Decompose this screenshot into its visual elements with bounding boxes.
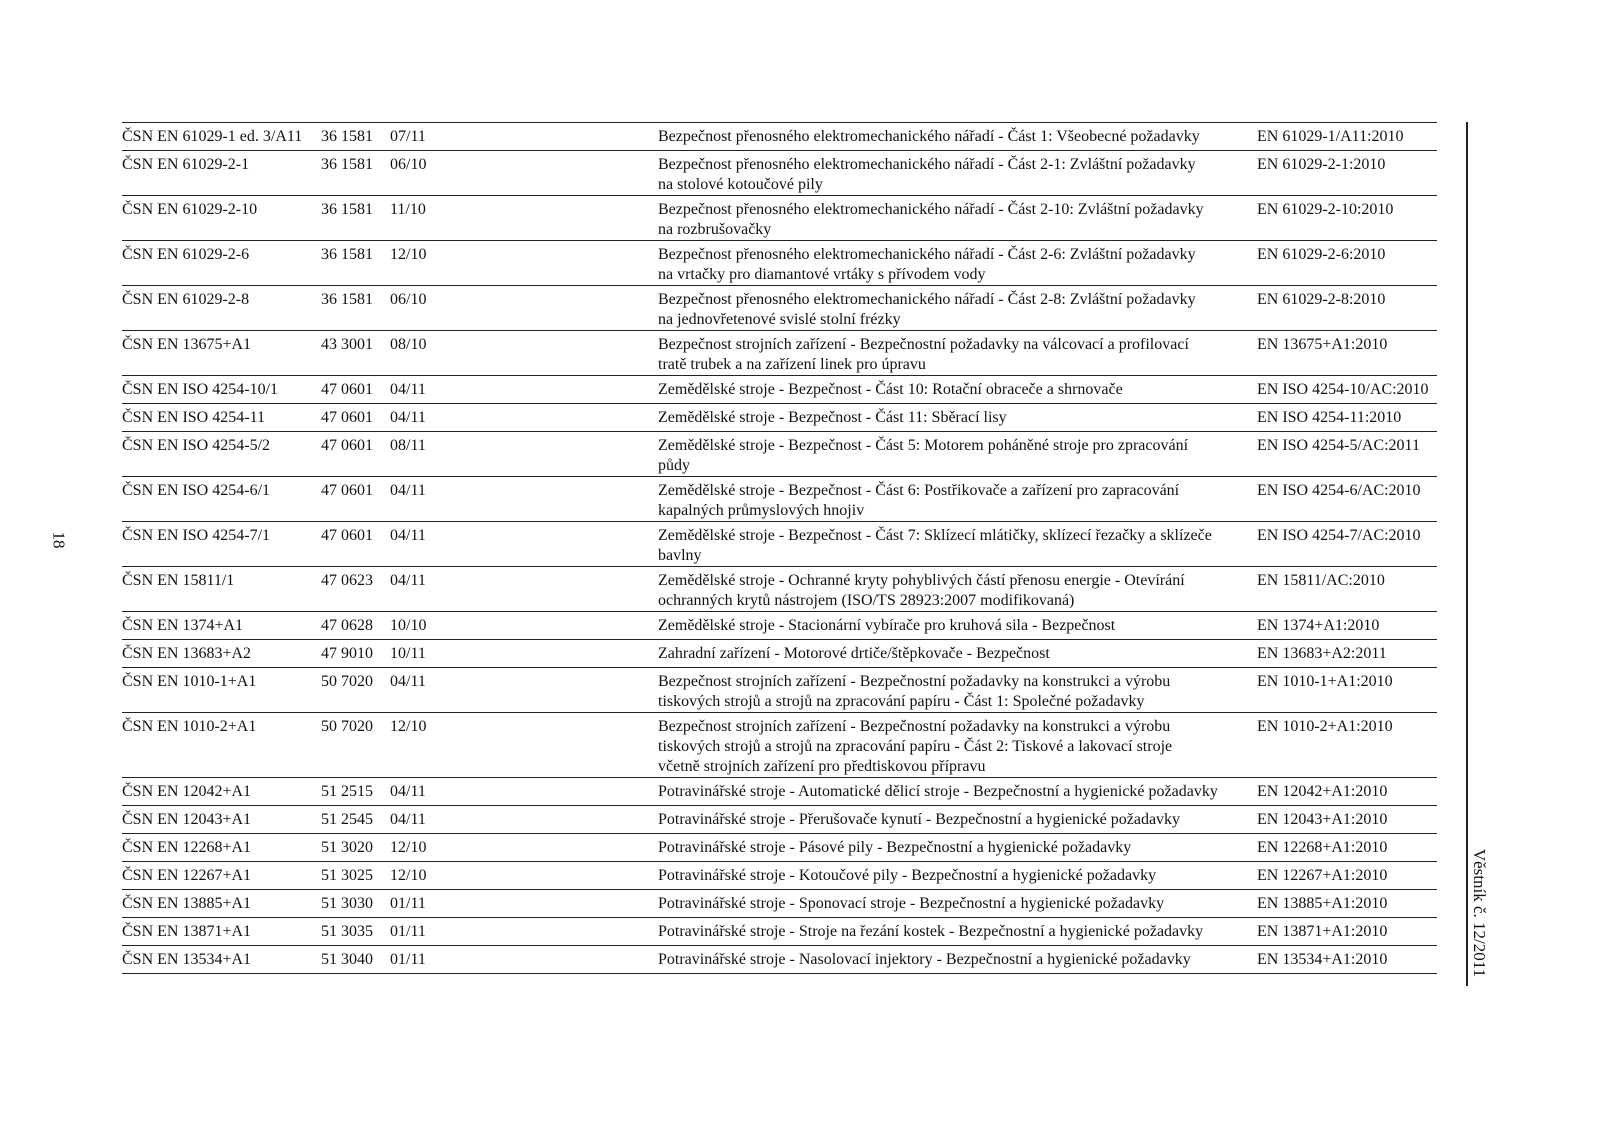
standard-title: Bezpečnost přenosného elektromechanického nářadí - Část 2-6: Zvláštní požadavky na vrtačky pro diamantové vrtáky s přívodem vody [658,246,1196,283]
standard-code: ČSN EN 1010-1+A1 [122,673,257,690]
issue-date: 04/11 [390,482,426,499]
european-standard: EN 61029-2-1:2010 [1257,156,1386,173]
classification-code: 51 3020 [321,839,373,856]
standard-code: ČSN EN 13683+A2 [122,645,252,662]
classification-code: 47 0601 [321,437,373,454]
standard-title: Zemědělské stroje - Stacionární vybírače pro kruhová sila - Bezpečnost [658,617,1116,634]
classification-code: 51 3040 [321,951,373,968]
issue-date: 04/11 [390,572,426,589]
issue-date: 06/10 [390,291,427,308]
european-standard: EN ISO 4254-5/AC:2011 [1257,437,1420,454]
table-row [122,286,1437,331]
issue-date: 10/11 [390,645,426,662]
standard-title: Zahradní zařízení - Motorové drtiče/štěpkovače - Bezpečnost [658,645,1050,662]
table-row [122,123,1437,151]
table-row [122,567,1437,612]
standard-code: ČSN EN 12042+A1 [122,783,252,800]
table-row [122,713,1437,778]
standard-title: Bezpečnost přenosného elektromechanického nářadí - Část 2-8: Zvláštní požadavky na jednovřetenové svislé stolní frézky [658,291,1196,328]
classification-code: 50 7020 [321,718,373,735]
issue-date: 01/11 [390,923,426,940]
issue-date: 10/10 [390,617,427,634]
standard-title: Potravinářské stroje - Kotoučové pily - Bezpečnostní a hygienické požadavky [658,867,1157,884]
margin-rule [1466,122,1468,986]
issue-date: 12/10 [390,718,427,735]
standards-table [122,122,1437,974]
standard-code: ČSN EN ISO 4254-5/2 [122,437,271,454]
standard-title: Potravinářské stroje - Přerušovače kynutí - Bezpečnostní a hygienické požadavky [658,811,1181,828]
standard-code: ČSN EN ISO 4254-6/1 [122,482,271,499]
classification-code: 36 1581 [321,201,373,218]
page-number: 18 [49,531,69,549]
table-row [122,918,1437,946]
standard-title: Bezpečnost strojních zařízení - Bezpečnostní požadavky na konstrukci a výrobu tiskových strojů a strojů na zpracování papíru - Část 2: Tiskové a lakovací stroje včetně strojních zařízení pro předtiskovou přípravu [658,718,1173,775]
issue-date: 04/11 [390,783,426,800]
table-row [122,331,1437,376]
standard-title: Potravinářské stroje - Nasolovací injektory - Bezpečnostní a hygienické požadavky [658,951,1191,968]
standard-title: Zemědělské stroje - Bezpečnost - Část 11: Sběrací lisy [658,409,1007,426]
european-standard: EN ISO 4254-7/AC:2010 [1257,527,1421,544]
issue-date: 11/10 [390,201,426,218]
standard-code: ČSN EN 61029-1 ed. 3/A11 [122,128,303,145]
issue-date: 04/11 [390,381,426,398]
classification-code: 47 0601 [321,381,373,398]
standard-code: ČSN EN 61029-2-1 [122,156,250,173]
classification-code: 47 9010 [321,645,373,662]
standard-code: ČSN EN 61029-2-6 [122,246,250,263]
standard-code: ČSN EN 1010-2+A1 [122,718,257,735]
standard-title: Bezpečnost přenosného elektromechanického nářadí - Část 2-1: Zvláštní požadavky na stolové kotoučové pily [658,156,1196,193]
european-standard: EN 1374+A1:2010 [1257,617,1380,634]
issue-date: 01/11 [390,895,426,912]
standard-code: ČSN EN 15811/1 [122,572,235,589]
european-standard: EN ISO 4254-11:2010 [1257,409,1402,426]
standard-title: Zemědělské stroje - Bezpečnost - Část 10: Rotační obraceče a shrnovače [658,381,1123,398]
european-standard: EN ISO 4254-10/AC:2010 [1257,381,1429,398]
european-standard: EN 61029-2-6:2010 [1257,246,1386,263]
european-standard: EN 61029-2-8:2010 [1257,291,1386,308]
issue-date: 08/10 [390,336,427,353]
european-standard: EN 12268+A1:2010 [1257,839,1388,856]
standard-code: ČSN EN ISO 4254-10/1 [122,381,279,398]
standard-title: Bezpečnost strojních zařízení - Bezpečnostní požadavky na válcovací a profilovací tratě trubek a na zařízení linek pro úpravu [658,336,1189,373]
issue-date: 06/10 [390,156,427,173]
standard-code: ČSN EN 1374+A1 [122,617,244,634]
classification-code: 51 2515 [321,783,373,800]
standard-title: Potravinářské stroje - Stroje na řezání kostek - Bezpečnostní a hygienické požadavky [658,923,1204,940]
table-row [122,668,1437,713]
classification-code: 47 0623 [321,572,373,589]
standard-title: Potravinářské stroje - Automatické dělicí stroje - Bezpečnostní a hygienické požadavky [658,783,1218,800]
classification-code: 36 1581 [321,128,373,145]
european-standard: EN ISO 4254-6/AC:2010 [1257,482,1421,499]
standard-title: Zemědělské stroje - Bezpečnost - Část 7: Sklízecí mlátičky, sklízecí řezačky a sklízeče bavlny [658,527,1212,564]
european-standard: EN 1010-2+A1:2010 [1257,718,1393,735]
european-standard: EN 12042+A1:2010 [1257,783,1388,800]
european-standard: EN 13534+A1:2010 [1257,951,1388,968]
european-standard: EN 13885+A1:2010 [1257,895,1388,912]
standard-title: Potravinářské stroje - Pásové pily - Bezpečnostní a hygienické požadavky [658,839,1132,856]
table-row [122,946,1437,974]
issue-date: 01/11 [390,951,426,968]
standard-code: ČSN EN 61029-2-8 [122,291,250,308]
classification-code: 51 2545 [321,811,373,828]
european-standard: EN 1010-1+A1:2010 [1257,673,1393,690]
standard-code: ČSN EN 13871+A1 [122,923,252,940]
classification-code: 36 1581 [321,291,373,308]
standard-code: ČSN EN ISO 4254-7/1 [122,527,271,544]
classification-code: 51 3030 [321,895,373,912]
classification-code: 36 1581 [321,156,373,173]
table-row [122,404,1437,432]
table-row [122,241,1437,286]
table-row [122,376,1437,404]
classification-code: 47 0601 [321,409,373,426]
classification-code: 51 3025 [321,867,373,884]
issue-date: 04/11 [390,811,426,828]
classification-code: 50 7020 [321,673,373,690]
european-standard: EN 12267+A1:2010 [1257,867,1388,884]
issue-date: 12/10 [390,867,427,884]
european-standard: EN 13871+A1:2010 [1257,923,1388,940]
standard-code: ČSN EN 13675+A1 [122,336,252,353]
table-row [122,151,1437,196]
european-standard: EN 12043+A1:2010 [1257,811,1388,828]
table-row [122,612,1437,640]
table-row [122,890,1437,918]
european-standard: EN 61029-1/A11:2010 [1257,128,1404,145]
european-standard: EN 15811/AC:2010 [1257,572,1385,589]
table-row [122,640,1437,668]
table-row [122,522,1437,567]
standard-title: Zemědělské stroje - Bezpečnost - Část 5: Motorem poháněné stroje pro zpracování půdy [658,437,1189,474]
issue-date: 07/11 [390,128,426,145]
issue-date: 04/11 [390,409,426,426]
issue-date: 12/10 [390,839,427,856]
standard-title: Potravinářské stroje - Sponovací stroje - Bezpečnostní a hygienické požadavky [658,895,1165,912]
table-row [122,862,1437,890]
standard-title: Bezpečnost přenosného elektromechanického nářadí - Část 1: Všeobecné požadavky [658,128,1200,145]
european-standard: EN 13675+A1:2010 [1257,336,1388,353]
classification-code: 47 0601 [321,482,373,499]
standard-title: Zemědělské stroje - Ochranné kryty pohyblivých částí přenosu energie - Otevírání ochranných krytů nástrojem (ISO/TS 28923:2007 modifikovaná) [658,572,1185,609]
table-row [122,432,1437,477]
table-row [122,196,1437,241]
european-standard: EN 61029-2-10:2010 [1257,201,1394,218]
standard-code: ČSN EN 12267+A1 [122,867,252,884]
table-row [122,477,1437,522]
standard-code: ČSN EN 13534+A1 [122,951,252,968]
classification-code: 47 0628 [321,617,373,634]
issue-date: 08/11 [390,437,426,454]
standard-code: ČSN EN 12043+A1 [122,811,252,828]
issue-date: 04/11 [390,527,426,544]
issue-date: 04/11 [390,673,426,690]
classification-code: 36 1581 [321,246,373,263]
classification-code: 47 0601 [321,527,373,544]
table-row [122,834,1437,862]
standard-title: Zemědělské stroje - Bezpečnost - Část 6: Postřikovače a zařízení pro zapracování kapalných průmyslových hnojiv [658,482,1180,519]
journal-issue-label: Věstník č. 12/2011 [1470,848,1489,978]
issue-date: 12/10 [390,246,427,263]
classification-code: 51 3035 [321,923,373,940]
standard-code: ČSN EN 61029-2-10 [122,201,258,218]
standard-title: Bezpečnost přenosného elektromechanického nářadí - Část 2-10: Zvláštní požadavky na rozbrušovačky [658,201,1204,238]
standard-code: ČSN EN ISO 4254-11 [122,409,265,426]
classification-code: 43 3001 [321,336,373,353]
table-row [122,778,1437,806]
standard-title: Bezpečnost strojních zařízení - Bezpečnostní požadavky na konstrukci a výrobu tiskových strojů a strojů na zpracování papíru - Část 1: Společné požadavky [658,673,1171,710]
table-row [122,806,1437,834]
standard-code: ČSN EN 13885+A1 [122,895,252,912]
standard-code: ČSN EN 12268+A1 [122,839,252,856]
european-standard: EN 13683+A2:2011 [1257,645,1387,662]
